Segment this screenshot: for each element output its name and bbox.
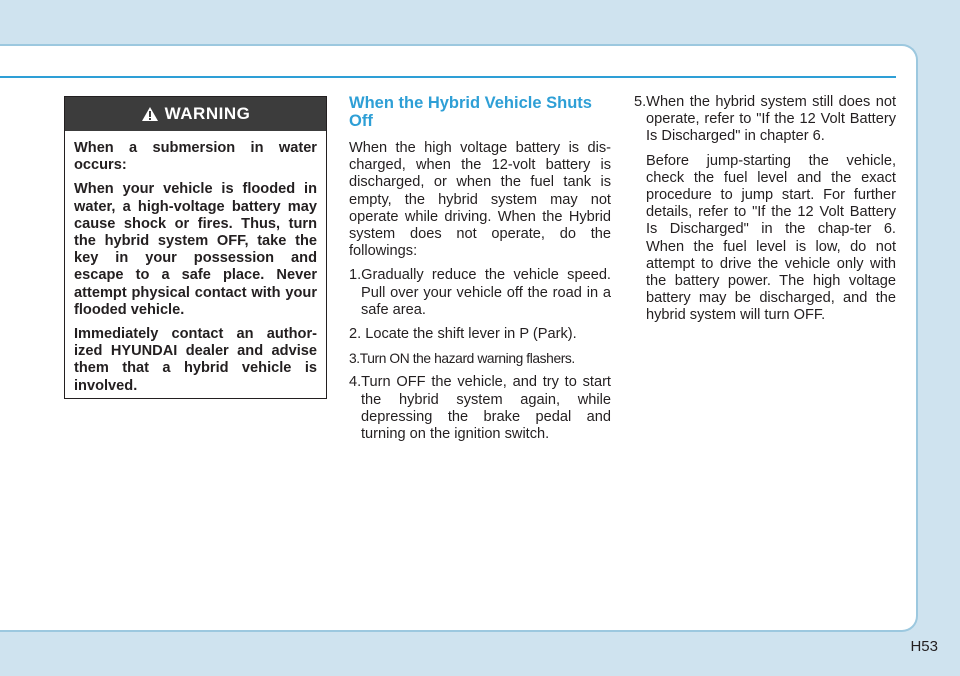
warning-header <box>65 97 326 131</box>
right-column <box>634 94 896 332</box>
main-column <box>349 94 611 450</box>
warning-title: WARNING <box>164 104 251 123</box>
page-number: H53 <box>910 638 938 655</box>
warning-paragraph: Immediately contact an author-ized HYUNDAI dealer and advise them that a hybrid vehicle is involved. <box>74 326 317 394</box>
warning-body <box>65 131 326 395</box>
step-item: 4.Turn OFF the vehicle, and try to start the hybrid system again, while depressing the brake pedal and turning on the ignition switch. <box>349 374 611 443</box>
step-item: 5.When the hybrid system still does not operate, refer to "If the 12 Volt Battery Is Discharged" in chapter 6. <box>634 94 896 145</box>
warning-paragraph: When a submersion in water occurs: <box>74 140 317 174</box>
step-item: 2. Locate the shift lever in P (Park). <box>349 326 577 343</box>
section-intro: When the high voltage battery is dis-charged, when the 12-volt battery is discharged, or when the fuel tank is empty, the hybrid system may not operate while driving. When the Hybrid system does not operate, do the followings: <box>349 140 611 260</box>
header-rule <box>0 76 896 78</box>
section-title: When the Hybrid Vehicle Shuts Off <box>349 94 592 130</box>
warning-paragraph: When your vehicle is flooded in water, a high-voltage battery may cause shock or fires. Thus, turn the hybrid system OFF, take the key in your possession and escape to a safe place. Never attempt physical contact with your flooded vehicle. <box>74 181 317 318</box>
step-note: Before jump-starting the vehicle, check the fuel level and the exact procedure to jump start. For further details, refer to "If the 12 Volt Battery Is Discharged" in the chap-ter 6. When the fuel level is low, do not attempt to drive the vehicle only with the battery power. The high voltage battery may be discharged, and the hybrid system will turn OFF. <box>646 152 896 324</box>
step-item: 1.Gradually reduce the vehicle speed. Pull over your vehicle off the road in a safe area. <box>349 267 611 318</box>
warning-box <box>64 96 327 399</box>
warning-triangle-icon <box>141 106 159 122</box>
step-item: 3.Turn ON the hazard warning flashers. <box>349 351 575 367</box>
